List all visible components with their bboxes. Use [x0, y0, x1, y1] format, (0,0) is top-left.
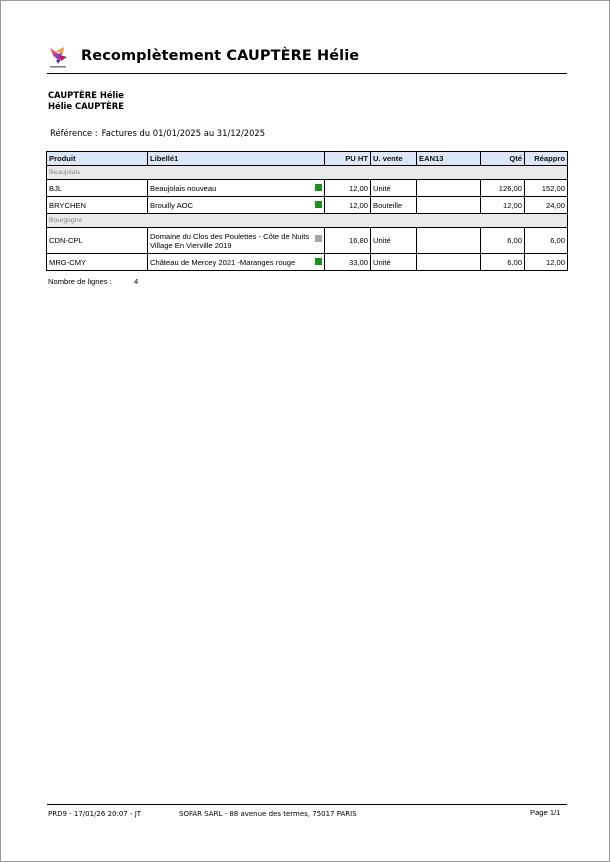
group-label: Bourgogne: [47, 214, 568, 228]
cell-qte: 6,00: [481, 254, 525, 271]
cell-produit: CDN-CPL: [47, 228, 148, 254]
table-header-row: [47, 152, 568, 166]
footer-page-number: Page 1/1: [530, 808, 561, 817]
table-row[interactable]: [47, 197, 568, 214]
cell-u-vente: Unité: [371, 180, 417, 197]
cell-u-vente: Unité: [371, 254, 417, 271]
client-name: CAUPTÈRE Hélie: [48, 90, 124, 100]
cell-produit: BJL: [47, 180, 148, 197]
line-count-value: 4: [134, 277, 139, 286]
cell-qte: 6,00: [481, 228, 525, 254]
company-logo-icon: [47, 45, 69, 71]
cell-reappro: 152,00: [525, 180, 568, 197]
footer-divider: [47, 804, 567, 805]
libelle-text: Brouilly AOC: [150, 200, 194, 210]
cell-ean13: [417, 228, 481, 254]
report-title: Recomplètement CAUPTÈRE Hélie: [81, 48, 360, 64]
cell-pu-ht: 12,00: [325, 180, 371, 197]
line-count: [48, 277, 139, 286]
cell-libelle: [148, 180, 325, 197]
cell-pu-ht: 12,00: [325, 197, 371, 214]
line-count-label: Nombre de lignes :: [48, 277, 112, 286]
col-header-produit[interactable]: Produit: [47, 152, 148, 166]
table-row[interactable]: [47, 228, 568, 254]
cell-libelle: [148, 197, 325, 214]
col-header-pu-ht[interactable]: PU HT: [325, 152, 371, 166]
footer-company-address: SOFAR SARL - 88 avenue des termes, 75017 PARIS: [179, 810, 357, 818]
cell-pu-ht: 33,00: [325, 254, 371, 271]
cell-u-vente: Bouteille: [371, 197, 417, 214]
table-row[interactable]: [47, 254, 568, 271]
status-square-icon: [315, 184, 322, 191]
libelle-text: Beaujolais nouveau: [150, 183, 217, 193]
cell-qte: 12,00: [481, 197, 525, 214]
reference-label: Référence :: [50, 128, 98, 138]
status-square-icon: [315, 258, 322, 265]
cell-reappro: 24,00: [525, 197, 568, 214]
footer-print-info: PRD9 - 17/01/26 20:07 - JT: [48, 810, 142, 818]
cell-produit: MRG-CMY: [47, 254, 148, 271]
group-label: Beaujolais: [47, 166, 568, 180]
col-header-u-vente[interactable]: U. vente: [371, 152, 417, 166]
cell-ean13: [417, 254, 481, 271]
cell-ean13: [417, 197, 481, 214]
libelle-text: Château de Mercey 2021 -Maranges rouge: [150, 257, 296, 267]
col-header-libelle[interactable]: Libellé1: [148, 152, 325, 166]
status-square-icon: [315, 201, 322, 208]
cell-libelle: [148, 254, 325, 271]
cell-pu-ht: 16,80: [325, 228, 371, 254]
cell-qte: 126,00: [481, 180, 525, 197]
cell-produit: BRYCHEN: [47, 197, 148, 214]
cell-libelle: [148, 228, 325, 254]
col-header-reappro[interactable]: Réappro: [525, 152, 568, 166]
reference-line: [50, 128, 265, 138]
status-square-icon: [315, 235, 322, 242]
col-header-ean13[interactable]: EAN13: [417, 152, 481, 166]
col-header-qte[interactable]: Qté: [481, 152, 525, 166]
title-divider: [47, 73, 567, 74]
reference-value: Factures du 01/01/2025 au 31/12/2025: [101, 128, 266, 138]
libelle-text: Domaine du Clos des Poulettes - Côte de Nuits Village En Vierville 2019: [150, 231, 310, 250]
cell-ean13: [417, 180, 481, 197]
group-row-bourgogne: [47, 214, 568, 228]
cell-reappro: 6,00: [525, 228, 568, 254]
client-contact: Hélie CAUPTÈRE: [48, 101, 124, 111]
replenishment-table: [46, 151, 568, 271]
cell-u-vente: Unité: [371, 228, 417, 254]
table-row[interactable]: [47, 180, 568, 197]
group-row-beaujolais: [47, 166, 568, 180]
cell-reappro: 12,00: [525, 254, 568, 271]
